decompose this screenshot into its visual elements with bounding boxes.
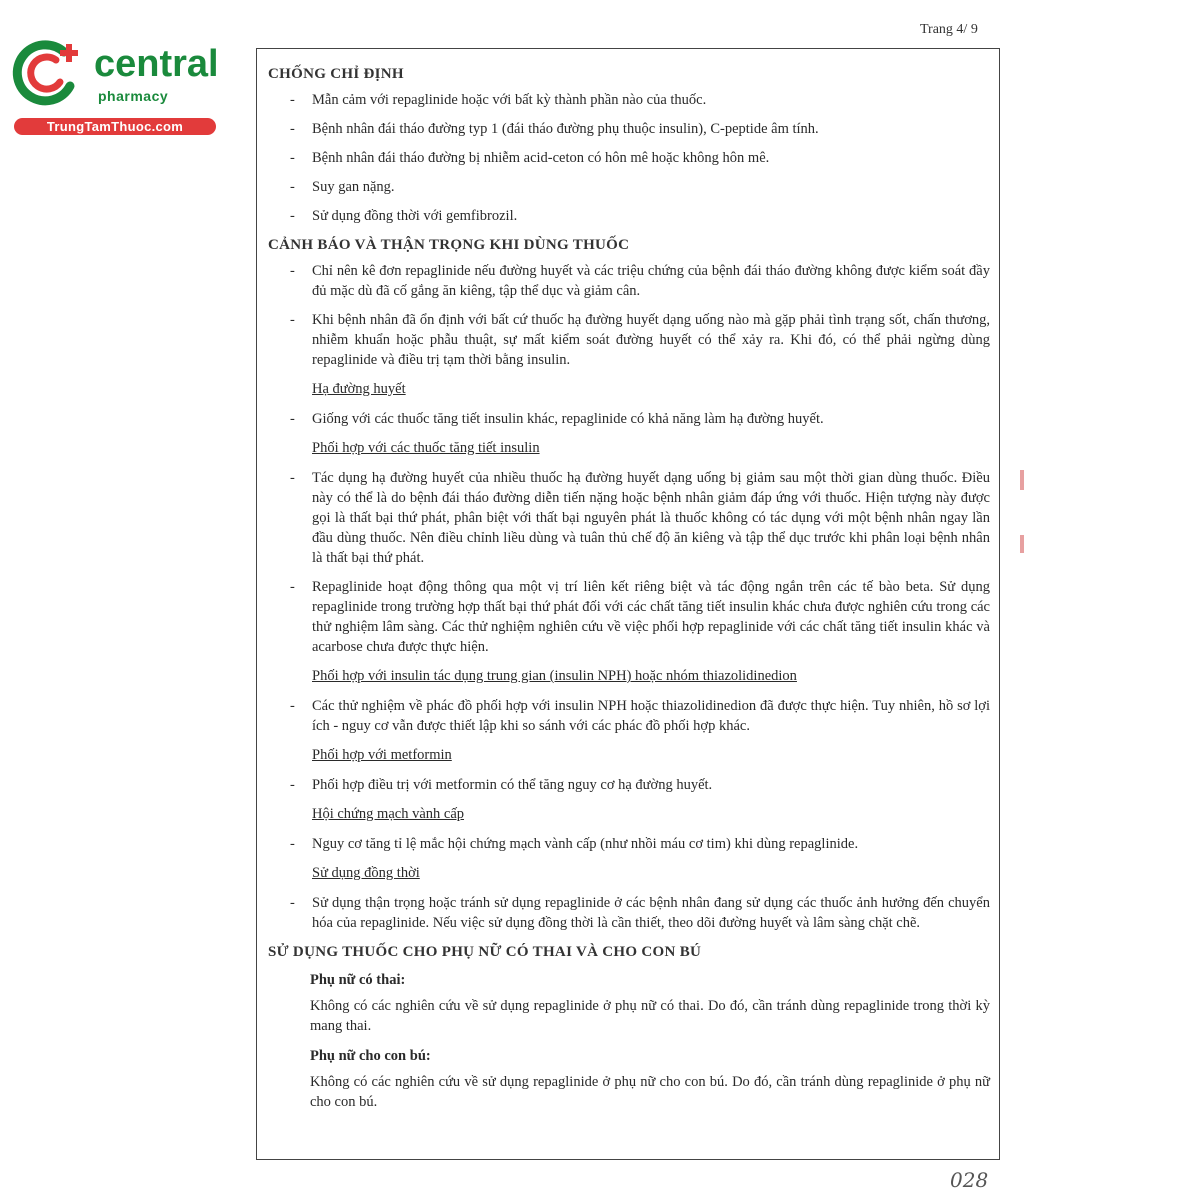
section-heading: CẢNH BÁO VÀ THẬN TRỌNG KHI DÙNG THUỐC [268,237,630,253]
section-heading: CHỐNG CHỈ ĐỊNH [268,66,404,82]
list-item [268,577,990,657]
list-item [268,119,990,139]
bullet-dash: - [290,411,295,427]
bullet-dash: - [290,92,295,108]
bullet-dash: - [290,777,295,793]
bullet-dash: - [290,836,295,852]
list-item [268,834,990,854]
bullet-dash: - [290,121,295,137]
brand-url: TrungTamThuoc.com [14,118,216,135]
subsection-title: Phối hợp với insulin tác dụng trung gian (insulin NPH) hoặc nhóm thiazolidinedion [312,668,797,684]
bullet-dash: - [290,208,295,224]
paragraph: Không có các nghiên cứu về sử dụng repaglinide ở phụ nữ có thai. Do đó, cần tránh dùng repaglinide trong thời kỳ mang thai. [310,998,990,1034]
list-item [268,177,990,197]
list-item-text: Sử dụng thận trọng hoặc tránh sử dụng repaglinide ở các bệnh nhân đang sử dụng các thuốc ảnh hưởng đến chuyển hóa của repaglinide. Nếu việc sử dụng đồng thời là cần thiết, theo dõi đường huyết và lâm sàng chặt chẽ. [312,895,990,931]
bullet-dash: - [290,263,295,279]
bullet-dash: - [290,150,295,166]
list-item-text: Repaglinide hoạt động thông qua một vị trí liên kết riêng biệt và tác động ngắn trên các tế bào beta. Sử dụng repaglinide trong trường hợp thất bại thứ phát đối với các chất tăng tiết insulin khác chưa được nghiên cứu trong các thử nghiệm lâm sàng. Các thử nghiệm nghiên cứu về việc phối hợp repaglinide với các chất tăng tiết insulin khác và acarbose chưa được thực hiện. [312,579,990,655]
list-item [268,90,990,110]
subsection-title: Phối hợp với các thuốc tăng tiết insulin [312,440,540,456]
section-heading: SỬ DỤNG THUỐC CHO PHỤ NỮ CÓ THAI VÀ CHO CON BÚ [268,944,702,960]
bullet-dash: - [290,579,295,595]
list-item-text: Suy gan nặng. [312,179,395,195]
bullet-dash: - [290,895,295,911]
list-item [268,775,990,795]
list-item [268,261,990,301]
list-item [268,468,990,568]
bullet-dash: - [290,312,295,328]
list-item-text: Sử dụng đồng thời với gemfibrozil. [312,208,518,224]
list-item [268,696,990,736]
edge-stamp-mark [1020,470,1024,490]
subsection-title: Hội chứng mạch vành cấp [312,806,465,822]
subsection-label: Phụ nữ cho con bú: [310,1048,431,1064]
list-item-text: Chỉ nên kê đơn repaglinide nếu đường huyết và các triệu chứng của bệnh đái tháo đường không được kiểm soát đầy đủ mặc dù đã cố gắng ăn kiêng, tập thể dục và giảm cân. [312,263,990,299]
list-item-text: Các thử nghiệm về phác đồ phối hợp với insulin NPH hoặc thiazolidinedion đã được thực hiện. Tuy nhiên, hồ sơ lợi ích - nguy cơ vẫn được thiết lập khi so sánh với các phác đồ phối hợp khác. [312,698,990,734]
list-item [268,893,990,933]
document-body [268,64,990,1122]
list-item [268,409,990,429]
bullet-dash: - [290,698,295,714]
list-item-text: Giống với các thuốc tăng tiết insulin khác, repaglinide có khả năng làm hạ đường huyết. [312,411,824,427]
page-number: Trang 4/ 9 [920,22,978,37]
subsection-title: Hạ đường huyết [312,381,406,397]
list-item-text: Tác dụng hạ đường huyết của nhiều thuốc hạ đường huyết dạng uống bị giảm sau một thời gian dùng thuốc. Điều này có thể là do bệnh đái tháo đường diễn tiến nặng hoặc bệnh nhân giảm đáp ứng với thuốc. Hiện tượng này được gọi là thất bại thứ phát, phân biệt với thất bại nguyên phát là thuốc không có tác dụng với một bệnh nhân ngay lần đầu dùng thuốc. Nên điều chỉnh liều dùng và tuân thủ chế độ ăn kiêng và tập thể dục trước khi phân loại bệnh nhân là thất bại thứ phát. [312,470,990,566]
list-item-text: Bệnh nhân đái tháo đường typ 1 (đái tháo đường phụ thuộc insulin), C-peptide âm tính. [312,121,819,137]
bullet-dash: - [290,470,295,486]
handwritten-page-number: 028 [950,1168,989,1192]
list-item-text: Mẫn cảm với repaglinide hoặc với bất kỳ thành phần nào của thuốc. [312,92,707,108]
paragraph: Không có các nghiên cứu về sử dụng repaglinide ở phụ nữ cho con bú. Do đó, cần tránh dùng repaglinide ở phụ nữ cho con bú. [310,1074,990,1110]
list-item [268,206,990,226]
list-item-text: Bệnh nhân đái tháo đường bị nhiễm acid-ceton có hôn mê hoặc không hôn mê. [312,150,770,166]
edge-stamp-mark [1020,535,1024,553]
list-item-text: Phối hợp điều trị với metformin có thể tăng nguy cơ hạ đường huyết. [312,777,713,793]
pharmacy-cross-icon [12,38,82,108]
brand-name: central [94,43,219,85]
brand-subtitle: pharmacy [98,88,169,104]
subsection-label: Phụ nữ có thai: [310,972,406,988]
list-item [268,310,990,370]
subsection-title: Sử dụng đồng thời [312,865,420,881]
subsection-title: Phối hợp với metformin [312,747,452,763]
list-item-text: Khi bệnh nhân đã ổn định với bất cứ thuốc hạ đường huyết dạng uống nào mà gặp phải tình trạng sốt, chấn thương, nhiễm khuẩn hoặc phẫu thuật, sự mất kiểm soát đường huyết có thể xảy ra. Khi đó, có thể phải ngừng dùng repaglinide và điều trị tạm thời bằng insulin. [312,312,990,368]
list-item-text: Nguy cơ tăng tỉ lệ mắc hội chứng mạch vành cấp (như nhồi máu cơ tim) khi dùng repaglinide. [312,836,859,852]
list-item [268,148,990,168]
bullet-dash: - [290,179,295,195]
brand-logo[interactable] [8,38,219,138]
